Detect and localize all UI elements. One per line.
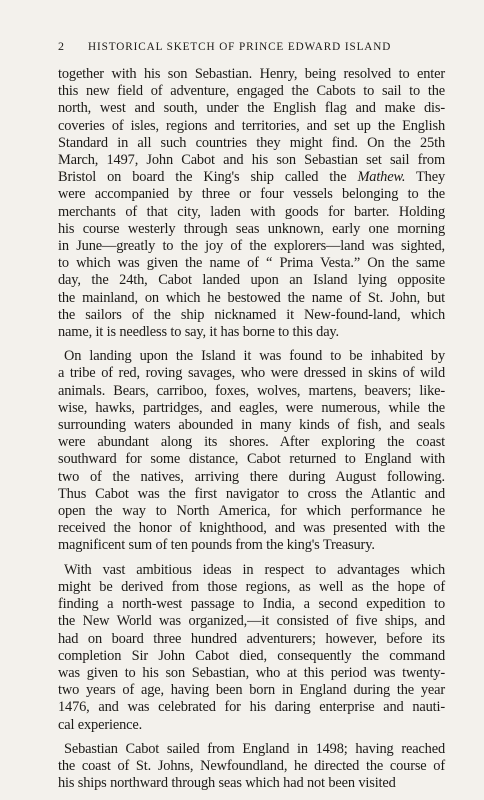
text-line: coveries of isles, regions and territories, and set up the English	[58, 117, 445, 134]
text-line: were accompanied by three or four vessels belonging to the	[58, 186, 445, 203]
text-line: together with his son Sebastian. Henry, being resolved to enter	[58, 66, 445, 82]
text-line: wise, hawks, partridges, and eagles, were numerous, while the	[58, 399, 445, 416]
text-line: two years of age, having been born in England during the year	[58, 682, 445, 699]
text-line: surrounding waters abounded in many kinds of fish, and seals	[58, 417, 445, 434]
text-line: southward for some distance, Cabot returned to England with	[58, 451, 445, 468]
text-line: in June—greatly to the joy of the explorers—land was sighted,	[58, 238, 445, 255]
text-line: to which was given the name of “ Prima Vesta.” On the same	[58, 255, 445, 272]
text-line: received the honor of knighthood, and was presented with the	[58, 520, 445, 537]
text-line: name, it is needless to say, it has borne to this day.	[58, 324, 339, 341]
text-line: With vast ambitious ideas in respect to advantages which	[64, 561, 445, 578]
text-line: was given to his son Sebastian, who at this period was twenty-	[58, 664, 445, 681]
paragraph	[58, 562, 445, 734]
text-line: cal experience.	[58, 716, 143, 733]
text-line: completion Sir John Cabot died, consequently the command	[58, 647, 445, 664]
text-line: his ships northward through seas which had not been visited	[58, 775, 396, 792]
text-line: finding a north-west passage to India, a second expedition to	[58, 596, 445, 613]
text-line: magnificent sum of ten pounds from the king's Treasury.	[58, 537, 375, 554]
running-head	[58, 39, 443, 54]
text-line: the sailors of the ship nicknamed it New-found-land, which	[58, 306, 445, 323]
text-line: day, the 24th, Cabot landed upon an Island lying opposite	[58, 272, 445, 289]
text-line: Thus Cabot was the first navigator to cross the Atlantic and	[58, 485, 445, 502]
text-line: merchants of that city, laden with goods for barter. Holding	[58, 203, 445, 220]
body-text	[58, 66, 445, 799]
text-line: north, west and south, under the English flag and make dis-	[58, 100, 445, 117]
text-line: 1476, and was celebrated for his daring enterprise and nauti-	[58, 699, 445, 716]
text-line: animals. Bears, carriboo, foxes, wolves, martens, beavers; like-	[58, 382, 445, 399]
paragraph	[58, 348, 445, 554]
text-line: Sebastian Cabot sailed from England in 1498; having reached	[64, 740, 445, 757]
running-title: HISTORICAL SKETCH OF PRINCE EDWARD ISLAND	[88, 41, 392, 53]
text-line: were abundant along its shores. After exploring the coast	[58, 434, 445, 451]
page-number: 2	[58, 39, 65, 53]
text-line: the New World was organized,—it consisted of five ships, and	[58, 613, 445, 630]
paragraph	[58, 741, 445, 793]
text-line: Standard in all such countries they might find. On the 25th	[58, 134, 445, 151]
text-line: the mainland, on which he bestowed the name of St. John, but	[58, 289, 445, 306]
text-line: might be derived from those regions, as well as the hope of	[58, 578, 445, 595]
text-line: his course westerly through seas unknown, early one morning	[58, 220, 445, 237]
text-line: Bristol on board the King's ship called the Mathew. They	[58, 169, 446, 186]
text-line: had on board three hundred adventurers; however, before its	[58, 630, 445, 647]
text-line: March, 1497, John Cabot and his son Sebastian set sail from	[58, 152, 445, 169]
text-line: this new field of adventure, engaged the Cabots to sail to the	[58, 83, 445, 100]
ship-name: Mathew.	[357, 169, 406, 186]
text-line: a tribe of red, roving savages, who were dressed in skins of wild	[58, 365, 445, 382]
text-line: open the way to North America, for which performance he	[58, 503, 445, 520]
text-line: On landing upon the Island it was found to be inhabited by	[64, 348, 445, 365]
text-line: the coast of St. Johns, Newfoundland, he directed the course of	[58, 757, 445, 774]
paragraph	[58, 66, 445, 341]
text-line: two of the natives, arriving there during August following.	[58, 468, 445, 485]
